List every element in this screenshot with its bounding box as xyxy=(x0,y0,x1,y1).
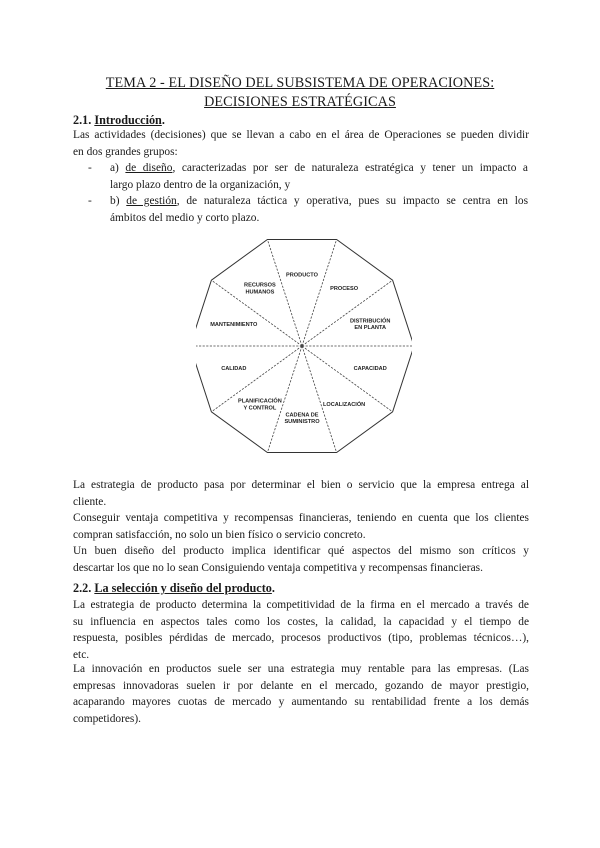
segment-label-line: EN PLANTA xyxy=(354,325,386,332)
list-term: de diseño xyxy=(125,162,173,174)
operations-decisions-diagram xyxy=(196,230,412,466)
list-item-line-2: ámbitos del medio y corto plazo. xyxy=(110,211,260,224)
text-line: Un buen diseño del producto implica identificar qué aspectos del mismo son críticos y xyxy=(73,545,529,557)
segment-label-line: SUMINISTRO xyxy=(284,419,320,425)
segment-label-line: CALIDAD xyxy=(221,366,247,373)
list-text: , de naturaleza táctica y operativa, pues su impacto se centra en los xyxy=(176,195,529,208)
segment-label xyxy=(284,412,320,425)
competitive-advantage-paragraph xyxy=(73,510,529,543)
section-title-end: . xyxy=(271,581,275,595)
segment-label-line: PROCESO xyxy=(330,286,359,292)
list-item xyxy=(88,160,528,193)
segment-label xyxy=(238,397,282,412)
section-number: 2.2. xyxy=(73,581,92,595)
text-line: cliente. xyxy=(73,495,107,508)
title-line-1: TEMA 2 - EL DISEÑO DEL SUBSISTEMA DE OPERACIONES: xyxy=(105,75,495,91)
list-term: de gestión xyxy=(126,195,177,208)
list-text: , caracterizadas por ser de naturaleza estratégica y tener un impacto a xyxy=(172,162,528,174)
text-line: respuesta, posibles pérdidas de mercado, procesos productivos (tipo, problemas técnicos…), xyxy=(73,632,529,645)
list-item xyxy=(88,193,528,226)
list-item-line-2: largo plazo dentro de la organización, y xyxy=(110,178,291,191)
segment-label xyxy=(350,317,390,332)
text-line: competidores). xyxy=(73,712,142,725)
list-label: a) xyxy=(110,162,119,174)
text-line: acaparando mayores cuotas de mercado y aumentando su rentabilidad frente a los demás xyxy=(73,696,529,709)
page-title xyxy=(60,74,540,112)
text-line: su influencia en aspectos tales como los costes, la calidad, la capacidad y el tiempo de xyxy=(73,615,529,628)
segment-label xyxy=(323,400,365,408)
list-dash: - xyxy=(88,162,92,174)
text-line: La estrategia de producto pasa por determinar el bien o servicio que la empresa entrega al xyxy=(73,479,529,491)
section-heading-intro xyxy=(73,112,165,128)
text-line: en dos grandes grupos: xyxy=(73,145,178,158)
section-title-end: . xyxy=(161,113,165,127)
list-item-line-1 xyxy=(110,160,528,177)
segment-label-line: RECURSOS xyxy=(244,282,276,289)
product-design-paragraph xyxy=(73,543,529,576)
innovation-paragraph xyxy=(73,661,529,727)
segment-label xyxy=(286,272,319,278)
list-label: b) xyxy=(110,195,120,208)
segment-label-line: PLANIFICACIÓN xyxy=(237,398,282,405)
section-title: La selección y diseño del producto xyxy=(94,581,272,595)
title-line-2: DECISIONES ESTRATÉGICAS xyxy=(204,94,396,110)
section-title: Introducción xyxy=(94,113,162,127)
list-dash: - xyxy=(88,195,92,208)
text-line: Las actividades (decisiones) que se llevan a cabo en el área de Operaciones se pueden dividir xyxy=(73,129,529,141)
text-line: empresas innovadoras suelen ir por delante en el mercado, gozando de mayor prestigio, xyxy=(73,679,529,692)
segment-label-line: MANTENIMIENTO xyxy=(210,321,258,328)
segment-label-line: PRODUCTO xyxy=(286,272,318,279)
segment-label-line: Y CONTROL xyxy=(243,405,277,412)
text-line: La innovación en productos suele ser una estrategia muy rentable para las empresas. (Las xyxy=(73,663,529,675)
segment-label xyxy=(330,286,359,292)
text-line: La estrategia de producto determina la competitividad de la firma en el mercado a través de xyxy=(73,599,529,611)
segment-label-line: LOCALIZACIÓN xyxy=(322,402,366,408)
text-line: compran satisfacción, no solo un bien físico o servicio concreto. xyxy=(73,528,366,541)
product-strategy-paragraph xyxy=(73,477,529,510)
segment-label-line: DISTRIBUCIÓN xyxy=(349,318,391,325)
segment-label-line: HUMANOS xyxy=(245,289,275,296)
section-number: 2.1. xyxy=(73,113,92,127)
list-item-line-1 xyxy=(110,193,528,210)
segment-label xyxy=(354,366,387,372)
segment-label xyxy=(221,366,246,372)
section-heading-product-selection xyxy=(73,580,275,596)
text-line: descartar los que no lo sean Consiguiendo ventaja competitiva y recompensas financieras. xyxy=(73,561,483,574)
segment-label-line: CAPACIDAD xyxy=(353,366,387,373)
text-line: etc. xyxy=(73,648,90,661)
competitiveness-paragraph xyxy=(73,597,529,663)
segment-label xyxy=(210,322,258,328)
intro-paragraph xyxy=(73,127,529,160)
segment-label-line: CADENA DE xyxy=(285,412,319,419)
segment-label xyxy=(244,283,276,296)
text-line: Conseguir ventaja competitiva y recompensas financieras, teniendo en cuenta que los clientes xyxy=(73,512,529,524)
decision-list xyxy=(88,160,528,226)
